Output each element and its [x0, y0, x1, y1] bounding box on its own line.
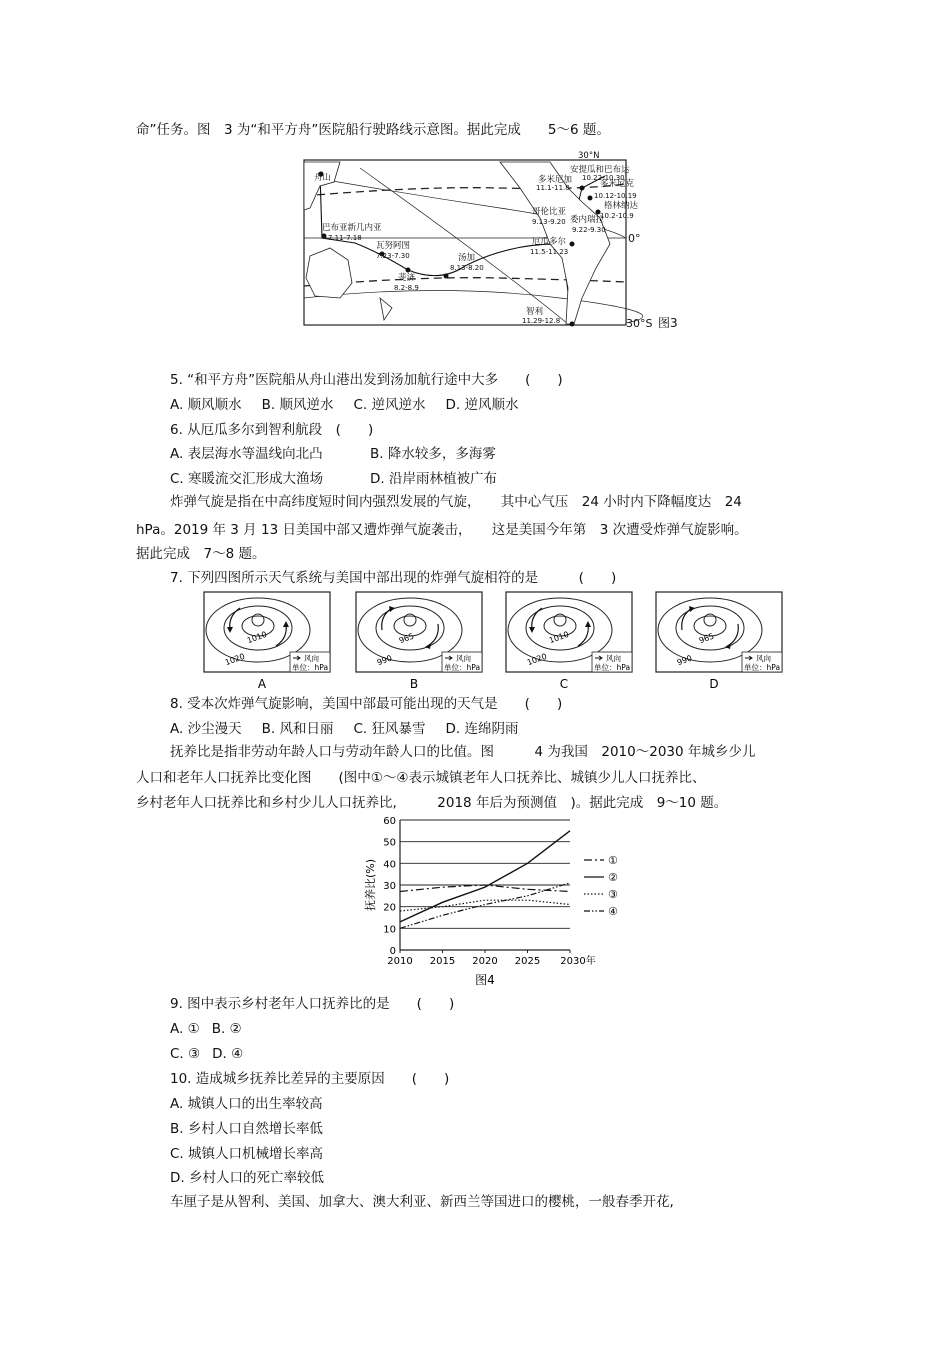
- q6-stem: 6. 从厄瓜多尔到智利航段 ( ): [170, 422, 374, 438]
- map-lat-30n: 30°N: [578, 151, 600, 161]
- option[interactable]: C. 狂风暴雪: [353, 721, 426, 737]
- place-label: 巴布亚新几内亚: [322, 223, 382, 233]
- series-line: [400, 885, 570, 892]
- place-label: 安提瓜和巴布达: [570, 165, 630, 175]
- isobar-panel[interactable]: [356, 592, 482, 691]
- option[interactable]: A. 顺风顺水: [170, 397, 242, 413]
- y-tick-label: 30: [383, 881, 396, 892]
- q9-options-row: [170, 1019, 262, 1039]
- y-tick-label: 60: [383, 816, 396, 827]
- place-date: 9.22-9.30: [572, 226, 606, 234]
- place-date: 9.13-9.20: [532, 218, 566, 226]
- option[interactable]: D. ④: [212, 1046, 244, 1062]
- passage-line: 人口和老年人口抚养比变化图 (图中①～④表示城镇老年人口抚养比、城镇少儿人口抚养比、: [136, 770, 706, 786]
- asia-landmass: [304, 162, 340, 210]
- legend-wind: 风向: [756, 654, 771, 663]
- place-date: 11.29-12.8: [522, 317, 561, 325]
- y-tick-label: 40: [383, 859, 396, 871]
- place-date: 10.2-10.9: [600, 212, 634, 220]
- q9-options-row: [170, 1044, 263, 1064]
- isobar-label: 965: [697, 631, 716, 646]
- place-label: 委内瑞拉: [570, 215, 605, 225]
- y-axis-label: 抚养比(%): [364, 858, 377, 912]
- x-tick-label: 2030年: [560, 956, 596, 967]
- place-date: 10.12-10.19: [594, 192, 637, 200]
- place-label: 斐济: [398, 273, 416, 283]
- place-date: 8.13-8.20: [450, 264, 484, 272]
- y-tick-label: 0: [389, 946, 396, 957]
- place-date: 7.23-7.30: [376, 252, 410, 260]
- passage-line: hPa。2019 年 3 月 13 日美国中部又遭炸弹气旋袭击， 这是美国今年第 3 次遭受炸弹气旋影响。: [136, 522, 748, 538]
- place-date: 8.2-8.9: [394, 284, 419, 292]
- option[interactable]: B. ②: [211, 1021, 242, 1037]
- legend-unit: 单位：hPa: [444, 663, 481, 672]
- legend-label: ④: [608, 905, 618, 918]
- panel-label: A: [257, 677, 267, 691]
- isobar-label: 1020: [223, 651, 247, 668]
- option[interactable]: A. ①: [170, 1021, 200, 1037]
- passage-line: 车厘子是从智利、美国、加拿大、澳大利亚、新西兰等国进口的樱桃，一般春季开花,: [170, 1194, 674, 1210]
- new-zealand: [380, 298, 392, 320]
- legend-label: ③: [608, 888, 618, 901]
- isobar-panel[interactable]: [506, 592, 632, 691]
- route-map: [300, 148, 700, 333]
- q8-stem: 8. 受本次炸弹气旋影响，美国中部最可能出现的天气是 ( ): [170, 696, 563, 712]
- option[interactable]: B. 顺风逆水: [261, 397, 334, 413]
- isobar-panel[interactable]: [204, 592, 330, 691]
- legend-wind: 风向: [606, 654, 621, 663]
- y-tick-label: 50: [383, 837, 396, 849]
- option[interactable]: C. ③: [170, 1046, 201, 1062]
- q9-stem: 9. 图中表示乡村老年人口抚养比的是 ( ): [170, 996, 455, 1012]
- x-tick-label: 2020: [472, 956, 498, 967]
- option[interactable]: B. 风和日丽: [261, 721, 334, 737]
- australia-landmass: [306, 248, 352, 298]
- dependency-ratio-chart: [360, 812, 630, 992]
- option[interactable]: B. 乡村人口自然增长率低: [170, 1121, 323, 1137]
- x-tick-label: 2015: [429, 956, 456, 967]
- passage-line: 抚养比是指非劳动年龄人口与劳动年龄人口的比值。图 4 为我国 2010～2030 年城乡少儿: [170, 744, 756, 760]
- place-date: 10.22-10.30: [582, 174, 625, 182]
- y-tick-label: 20: [383, 902, 396, 914]
- map-lat-0: 0°: [628, 232, 641, 245]
- q5-options: [170, 395, 538, 415]
- option[interactable]: C. 城镇人口机械增长率高: [170, 1146, 324, 1162]
- x-tick-label: 2025: [514, 956, 541, 967]
- place-label: 多米尼加: [538, 175, 573, 185]
- panel-label: C: [559, 677, 569, 691]
- isobar-label: 1010: [245, 629, 269, 646]
- isobar-label: 1010: [547, 629, 571, 646]
- place-label: 哥伦比亚: [532, 207, 567, 217]
- intro-text: 命”任务。图 3 为“和平方舟”医院船行驶路线示意图。据此完成 5～6 题。: [136, 122, 610, 138]
- isobar-label: 990: [375, 653, 394, 668]
- place-label: 舟山: [314, 173, 332, 183]
- isobar-panel[interactable]: [656, 592, 782, 691]
- passage-line: 乡村老年人口抚养比和乡村少儿人口抚养比, 2018 年后为预测值 )。据此完成 9～10 题。: [136, 795, 728, 811]
- legend-wind: 风向: [456, 654, 471, 663]
- place-label: 智利: [526, 307, 544, 317]
- option[interactable]: A. 沙尘漫天: [170, 721, 242, 737]
- option[interactable]: B. 降水较多，多海雾: [370, 446, 496, 462]
- isobar-label: 1020: [525, 651, 549, 668]
- place-label: 厄瓜多尔: [532, 237, 567, 247]
- option[interactable]: D. 沿岸雨林植被广布: [370, 471, 497, 487]
- place-date: 7.11-7.18: [328, 234, 362, 242]
- q5-stem: 5. “和平方舟”医院船从舟山港出发到汤加航行途中大多 ( ): [170, 372, 563, 388]
- passage-line: 据此完成 7～8 题。: [136, 546, 266, 562]
- option[interactable]: D. 逆风顺水: [445, 397, 519, 413]
- place-date: 11.5-11.23: [530, 248, 569, 256]
- passage-line: 炸弹气旋是指在中高纬度短时间内强烈发展的气旋， 其中心气压 24 小时内下降幅度达 24: [170, 494, 742, 510]
- option[interactable]: C. 逆风逆水: [353, 397, 426, 413]
- legend-label: ②: [608, 871, 618, 884]
- panel-label: D: [709, 677, 719, 691]
- legend-label: ①: [608, 854, 618, 867]
- x-tick-label: 2010: [387, 956, 413, 967]
- place-label: 瓦努阿图: [376, 241, 411, 251]
- legend-wind: 风向: [304, 654, 319, 663]
- place-label: 多米尼克: [600, 179, 635, 189]
- q7-stem: 7. 下列四图所示天气系统与美国中部出现的炸弹气旋相符的是 ( ): [170, 570, 617, 586]
- isobar-panels: [200, 590, 785, 695]
- option[interactable]: D. 乡村人口的死亡率较低: [170, 1170, 324, 1186]
- q10-stem: 10. 造成城乡抚养比差异的主要原因 ( ): [170, 1071, 450, 1087]
- chart-caption: 图4: [475, 973, 495, 987]
- panel-label: B: [409, 677, 419, 691]
- legend-unit: 单位：hPa: [292, 663, 329, 672]
- place-label: 格林纳达: [604, 201, 639, 211]
- option[interactable]: C. 寒暖流交汇形成大渔场: [170, 471, 324, 487]
- y-tick-label: 10: [383, 924, 396, 936]
- place-label: 汤加: [458, 253, 476, 263]
- isobar-label: 965: [397, 631, 416, 646]
- q8-options: [170, 719, 538, 739]
- legend-unit: 单位：hPa: [744, 663, 781, 672]
- legend-unit: 单位：hPa: [594, 663, 631, 672]
- option[interactable]: A. 表层海水等温线向北凸: [170, 446, 323, 462]
- isobar-label: 990: [675, 653, 694, 668]
- map-caption: 图3: [658, 316, 678, 330]
- map-lat-30s: 30°S: [626, 317, 653, 330]
- place-date: 11.1-11.8: [536, 184, 570, 192]
- option[interactable]: A. 城镇人口的出生率较高: [170, 1096, 323, 1112]
- option[interactable]: D. 连绵阴雨: [445, 721, 519, 737]
